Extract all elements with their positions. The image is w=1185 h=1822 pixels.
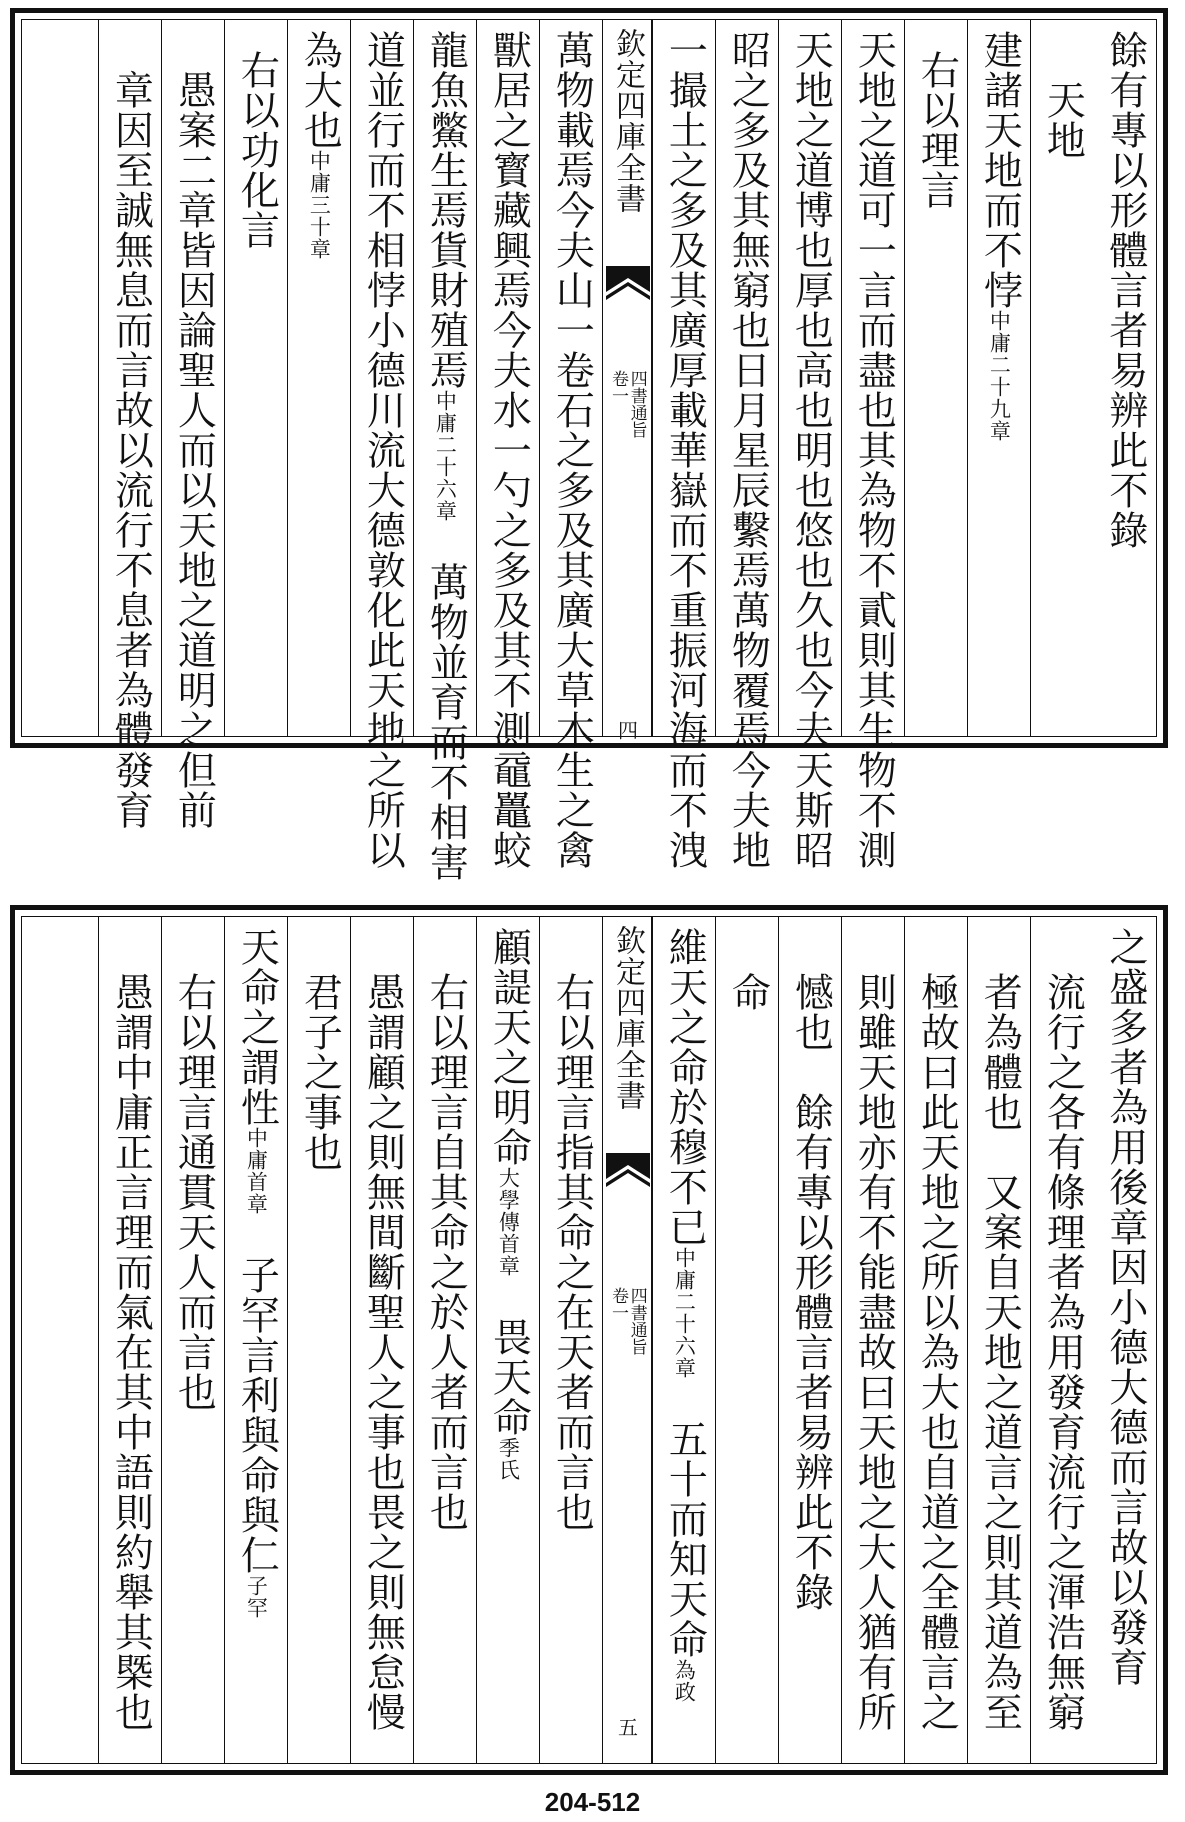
bottom-page-frame (21, 916, 1157, 1764)
column (1093, 917, 1156, 1763)
column-text: 道並行而不相悖小德川流大德敦化此天地之所以 (360, 30, 406, 870)
column (904, 917, 967, 1763)
page-number: 四 (614, 720, 639, 740)
column-text: 天命之謂性中庸首章 子罕言利與命與仁子罕 (234, 927, 280, 1619)
annotation: 季氏 (496, 1437, 521, 1481)
column-text: 流行之各有條理者為用發育流行之渾浩無窮 (1040, 972, 1086, 1732)
column (98, 917, 161, 1763)
fish-tail-mark-icon (606, 1153, 650, 1193)
column-text: 餘有專以形體言者易辨此不錄 (1102, 30, 1148, 550)
annotation: 中庸三十章 (307, 150, 332, 260)
column (350, 917, 413, 1763)
column-text: 右以功化言 (234, 50, 280, 250)
column-text: 愚謂中庸正言理而氣在其中語則約舉其槩也 (108, 972, 154, 1732)
page-footer-number: 204-512 (544, 1787, 641, 1817)
column (967, 20, 1030, 736)
column-text: 天地 (1040, 80, 1086, 160)
volume-label: 卷一 (608, 370, 628, 404)
column-text: 建諸天地而不悖中庸二十九章 (977, 30, 1023, 442)
column (413, 20, 476, 882)
column (476, 917, 539, 1763)
column-text: 龍魚鱉生焉貨財殖焉中庸二十六章 萬物並育而不相害 (423, 30, 469, 882)
column (715, 917, 778, 1763)
column (476, 20, 539, 870)
column (967, 917, 1030, 1763)
column-text: 為大也中庸三十章 (297, 30, 343, 260)
column-text: 右以理言自其命之於人者而言也 (423, 972, 469, 1532)
annotation: 中庸二十六章 (433, 390, 458, 522)
column-text: 天地之道博也厚也高也明也悠也久也今夫天斯昭 (788, 30, 834, 870)
column (841, 20, 904, 870)
column-text: 之盛多者為用後章因小德大德而言故以發育 (1102, 927, 1148, 1687)
column-text: 君子之事也 (297, 972, 343, 1172)
column-text: 者為體也 又案自天地之道言之則其道為至 (977, 972, 1023, 1732)
book-title: 四書通旨 卷一 (608, 1287, 647, 1355)
column-text: 極故曰此天地之所以為大也自道之全體言之 (914, 972, 960, 1732)
banner-title: 欽定四庫全書 (610, 925, 645, 1111)
column (350, 20, 413, 870)
banner-title: 欽定四庫全書 (610, 28, 645, 214)
column (413, 917, 476, 1763)
top-page (10, 8, 1168, 882)
column-text: 獸居之寳藏興焉今夫水一勺之多及其不測黿鼉蛟 (486, 30, 532, 870)
annotation: 中庸首章 (244, 1127, 269, 1215)
column (287, 917, 350, 1763)
annotation: 大學傳首章 (496, 1167, 521, 1277)
center-fold (602, 20, 652, 740)
column-text: 憾也 餘有專以形體言者易辨此不錄 (788, 972, 834, 1612)
column (652, 20, 715, 870)
column (778, 20, 841, 870)
fish-tail-mark-icon (606, 266, 650, 306)
column-text: 章因至誠無息而言故以流行不息者為體發育 (108, 70, 154, 830)
bottom-page (10, 905, 1168, 1775)
column-text: 愚案二章皆因論聖人而以天地之道明之但前 (171, 70, 217, 830)
column-text: 萬物載焉今夫山一卷石之多及其廣大草木生之禽 (549, 30, 595, 870)
column (1093, 20, 1156, 736)
annotation: 子罕 (244, 1575, 269, 1619)
column (539, 917, 602, 1763)
column-text: 右以理言通貫天人而言也 (171, 972, 217, 1412)
book-title: 四書通旨 卷一 (608, 370, 647, 438)
column-text: 右以理言 (914, 50, 960, 210)
column (287, 20, 350, 736)
column-text: 天地之道可一言而盡也其為物不貳則其生物不測 (851, 30, 897, 870)
column (715, 20, 778, 870)
column-text: 昭之多及其無窮也日月星辰繫焉萬物覆焉今夫地 (725, 30, 771, 870)
page-number: 五 (614, 1717, 639, 1737)
annotation: 為政 (672, 1659, 697, 1703)
column (224, 20, 287, 736)
column-text: 顧諟天之明命大學傳首章 畏天命季氏 (486, 927, 532, 1481)
annotation: 中庸二十六章 (672, 1247, 697, 1379)
column (161, 20, 224, 830)
column-text: 則雖天地亦有不能盡故曰天地之大人猶有所 (851, 972, 897, 1732)
column (904, 20, 967, 736)
column-text: 命 (725, 972, 771, 1012)
column (778, 917, 841, 1763)
column (841, 917, 904, 1763)
column (652, 917, 715, 1763)
column-text: 愚謂顧之則無間斷聖人之事也畏之則無怠慢 (360, 972, 406, 1732)
column (224, 917, 287, 1763)
volume-label: 卷一 (608, 1287, 628, 1321)
annotation: 中庸二十九章 (987, 310, 1012, 442)
column (539, 20, 602, 870)
column-text: 一撮土之多及其廣厚載華嶽而不重振河海而不洩 (662, 30, 708, 870)
column (1030, 917, 1093, 1763)
column (98, 20, 161, 830)
column (1030, 20, 1093, 736)
column (161, 917, 224, 1763)
column-text: 右以理言指其命之在天者而言也 (549, 972, 595, 1532)
column-text: 維天之命於穆不已中庸二十六章 五十而知天命為政 (662, 927, 708, 1703)
top-page-frame (21, 19, 1157, 882)
center-fold (602, 917, 652, 1763)
